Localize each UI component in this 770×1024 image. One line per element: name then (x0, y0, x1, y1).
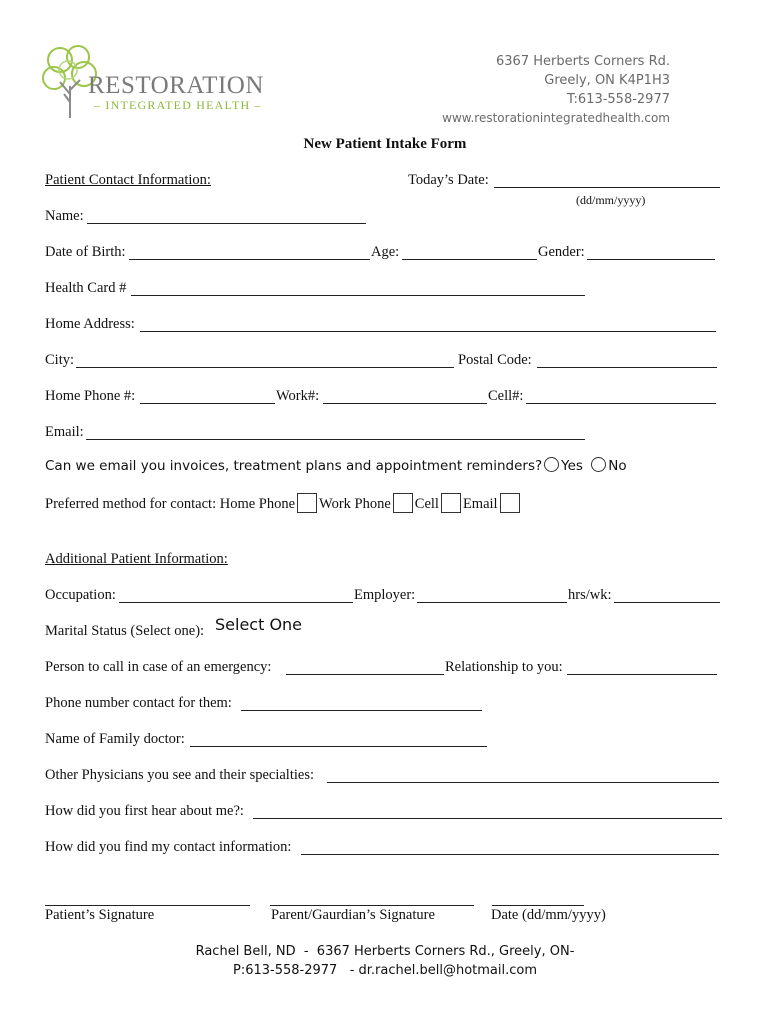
find-contact-label: How did you find my contact information: (45, 839, 292, 855)
contact-section-heading: Patient Contact Information: (45, 172, 211, 188)
form-title: New Patient Intake Form (303, 136, 467, 152)
health-card-label: Health Card # (45, 280, 127, 296)
employer-label: Employer: (354, 587, 416, 603)
no-label: No (608, 458, 627, 474)
other-physicians-field[interactable] (327, 766, 719, 783)
home-address-field[interactable] (140, 315, 716, 332)
home-phone-label: Home Phone #: (45, 388, 136, 404)
relationship-label: Relationship to you: (445, 659, 563, 675)
dob-field[interactable] (129, 243, 370, 260)
emergency-contact-field[interactable] (286, 658, 444, 675)
employer-field[interactable] (417, 586, 567, 603)
patient-signature-field[interactable] (45, 889, 250, 906)
todays-date-label: Today’s Date: (408, 172, 489, 188)
age-label: Age: (371, 244, 400, 260)
work-phone-option: Work Phone (319, 496, 391, 512)
family-doctor-field[interactable] (190, 730, 487, 747)
signature-date-label: Date (dd/mm/yyyy) (491, 907, 606, 923)
occupation-label: Occupation: (45, 587, 116, 603)
work-phone-field[interactable] (323, 387, 487, 404)
relationship-field[interactable] (567, 658, 717, 675)
cell-checkbox[interactable] (441, 493, 461, 513)
name-field[interactable] (87, 207, 366, 224)
footer-line1: Rachel Bell, ND - 6367 Herberts Corners Rd., Greely, ON- (195, 944, 575, 959)
find-contact-field[interactable] (301, 838, 719, 855)
guardian-signature-field[interactable] (270, 889, 474, 906)
home-address-label: Home Address: (45, 316, 135, 332)
email-consent-question: Can we email you invoices, treatment plans and appointment reminders? (45, 458, 543, 474)
date-format-hint: (dd/mm/yyyy) (576, 193, 646, 207)
address-line1: 6367 Herberts Corners Rd. (496, 54, 670, 69)
footer-line2: P:613-558-2977 - dr.rachel.bell@hotmail.com (232, 963, 538, 978)
additional-section-heading: Additional Patient Information: (45, 551, 228, 567)
marital-status-label: Marital Status (Select one): (45, 623, 205, 639)
yes-label: Yes (561, 458, 583, 474)
city-label: City: (45, 352, 75, 368)
name-label: Name: (45, 208, 84, 224)
emergency-phone-field[interactable] (241, 694, 482, 711)
yes-radio[interactable] (544, 457, 559, 472)
age-field[interactable] (402, 243, 537, 260)
email-label: Email: (45, 424, 84, 440)
address-phone: T:613-558-2977 (567, 92, 670, 107)
gender-label: Gender: (538, 244, 585, 260)
postal-code-field[interactable] (537, 351, 717, 368)
logo (40, 44, 280, 120)
todays-date-field[interactable] (494, 171, 720, 188)
logo-tagline: – INTEGRATED HEALTH – (94, 98, 262, 112)
email-checkbox[interactable] (500, 493, 520, 513)
health-card-field[interactable] (131, 279, 585, 296)
emergency-contact-label: Person to call in case of an emergency: (45, 659, 272, 675)
emergency-phone-label: Phone number contact for them: (45, 695, 232, 711)
email-consent-row (45, 457, 627, 475)
occupation-field[interactable] (119, 586, 353, 603)
home-phone-field[interactable] (140, 387, 275, 404)
hrs-wk-field[interactable] (614, 586, 720, 603)
preferred-contact-row (45, 493, 522, 513)
signature-date-field[interactable] (492, 889, 584, 906)
clinic-address (410, 52, 670, 128)
logo-brand: RESTORATION (88, 72, 264, 99)
email-field[interactable] (86, 423, 585, 440)
postal-code-label: Postal Code: (458, 352, 532, 368)
city-field[interactable] (76, 351, 454, 368)
other-physicians-label: Other Physicians you see and their specialties: (45, 767, 314, 783)
patient-signature-label: Patient’s Signature (45, 907, 155, 923)
hear-about-label: How did you first hear about me?: (45, 803, 244, 819)
family-doctor-label: Name of Family doctor: (45, 731, 185, 747)
preferred-contact-label: Preferred method for contact: Home Phone (45, 496, 296, 512)
marital-status-select[interactable]: Select One (215, 615, 303, 634)
cell-phone-field[interactable] (526, 387, 716, 404)
footer (0, 942, 770, 980)
no-radio[interactable] (591, 457, 606, 472)
home-phone-checkbox[interactable] (297, 493, 317, 513)
address-line2: Greely, ON K4P1H3 (544, 73, 670, 88)
cell-option: Cell (414, 496, 439, 512)
email-option: Email (462, 496, 498, 512)
work-phone-label: Work#: (276, 388, 320, 404)
dob-label: Date of Birth: (45, 244, 126, 260)
address-website: www.restorationintegratedhealth.com (442, 111, 670, 125)
hrs-wk-label: hrs/wk: (568, 587, 612, 603)
gender-field[interactable] (587, 243, 715, 260)
hear-about-field[interactable] (253, 802, 722, 819)
guardian-signature-label: Parent/Gaurdian’s Signature (271, 907, 435, 923)
cell-phone-label: Cell#: (488, 388, 524, 404)
work-phone-checkbox[interactable] (393, 493, 413, 513)
